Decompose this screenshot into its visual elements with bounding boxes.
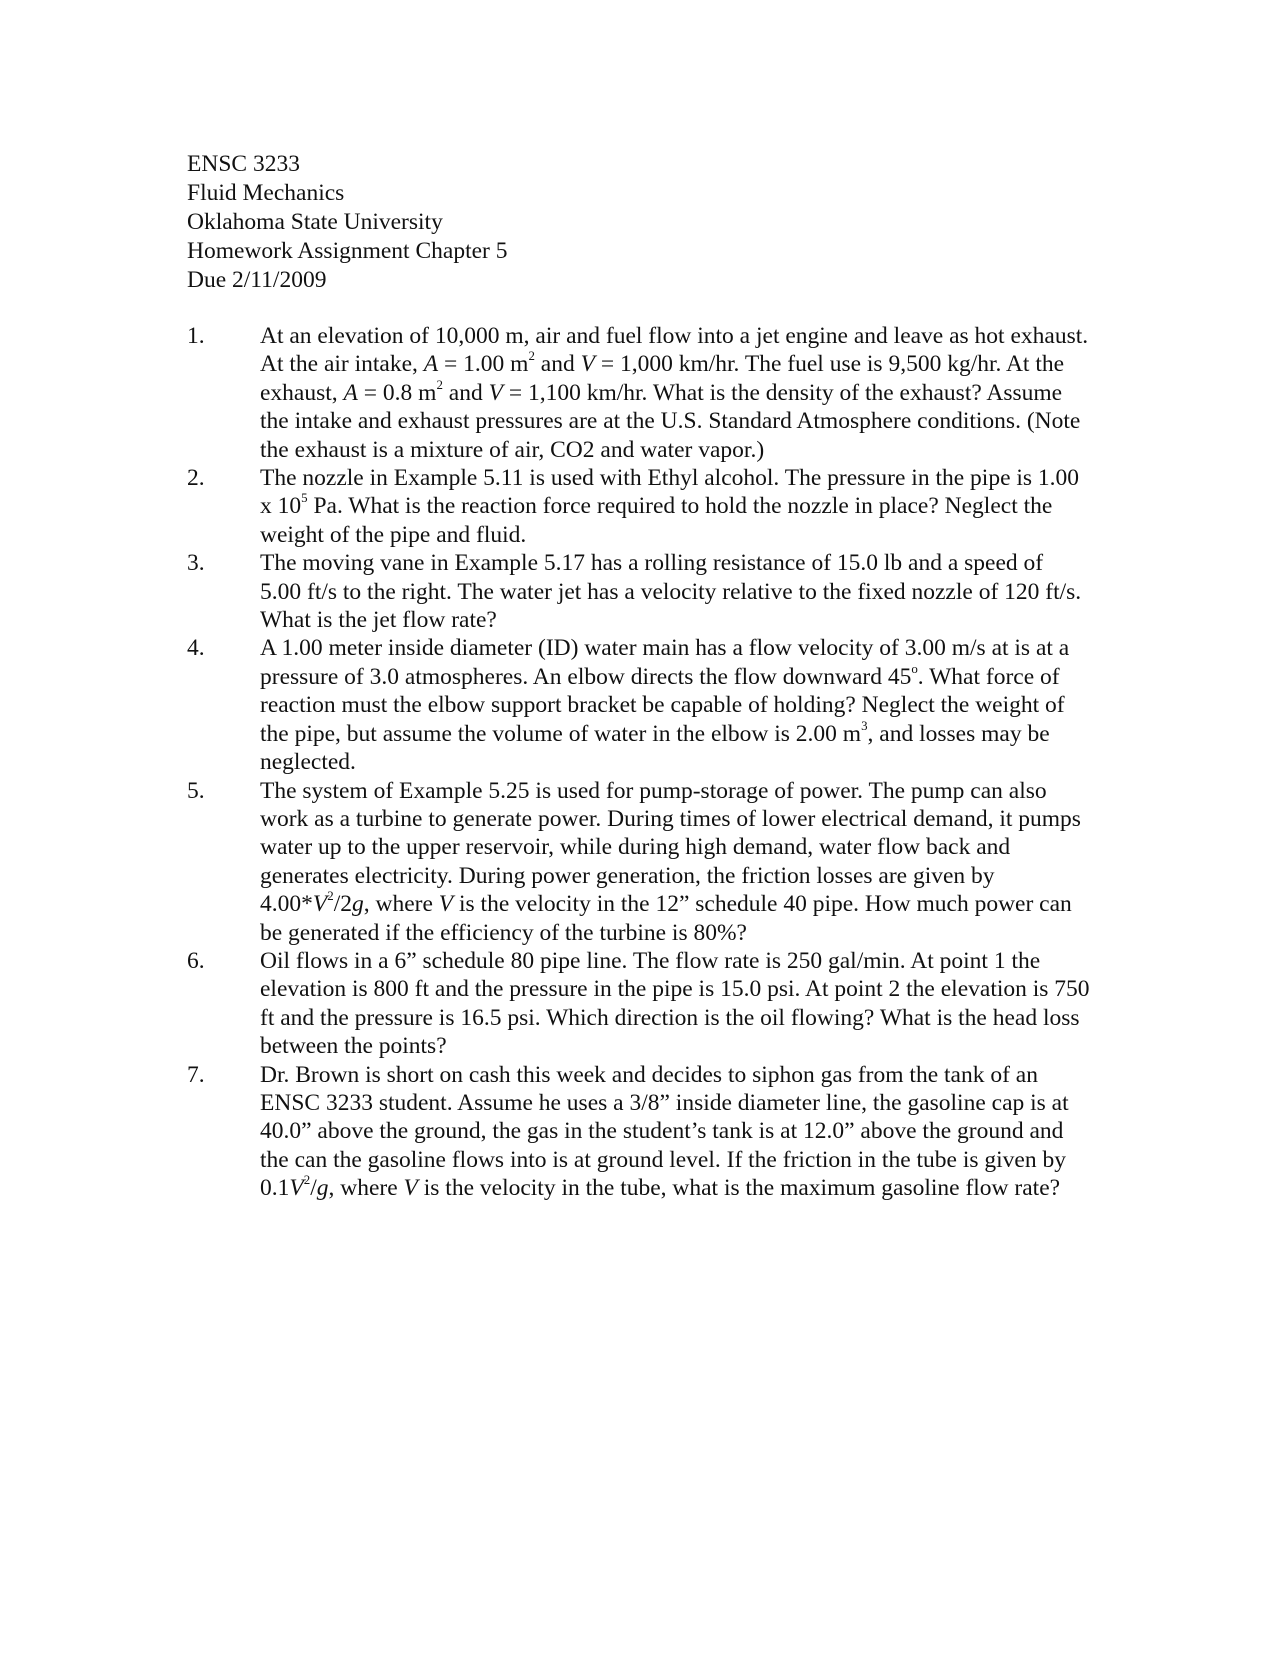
problem-5	[187, 777, 1087, 947]
problem-text: A 1.00 meter inside diameter (ID) water main has a flow velocity of 3.00 m/s at is at a pressure of 3.0 atmospheres. An elbow directs the flow downward 45$^o$. What force of reaction must the elbow support bracket be capable of holding? Neglect the weight of the pipe, but assume the volume of water in the elbow is 2.00 $m^3$, and losses may be neglected.	[260, 635, 1070, 776]
problem-text: The system of Example 5.25 is used for pump-storage of power. The pump can also work as a turbine to generate power. During times of lower electrical demand, it pumps water up to the upper reservoir, while during high demand, water flow back and generates electricity. During power generation, the friction losses are given by $4.00*V^2/2g$, where V is the velocity in the 12” schedule 40 pipe. How much power can be generated if the efficiency of the turbine is 80%?	[260, 777, 1081, 946]
problem-number: 1.	[187, 323, 205, 349]
problem-text: Dr. Brown is short on cash this week and decides to siphon gas from the tank of an ENSC 3233 student. Assume he uses a 3/8” inside diameter line, the gasoline cap is at 40.0” above the ground, the gas in the student’s tank is at 12.0” above the ground and the can the gasoline flows into is at ground level. If the friction in the tube is given by $0.1V^2/g$, where V is the velocity in the tube, what is the maximum gasoline flow rate?	[260, 1061, 1069, 1202]
problem-text: The moving vane in Example 5.17 has a rolling resistance of 15.0 lb and a speed of 5.00 ft/s to the right. The water jet has a velocity relative to the fixed nozzle of 120 ft/s. What is the jet flow rate?	[260, 550, 1082, 634]
course-code: ENSC 3233	[187, 151, 300, 177]
problem-1	[187, 322, 1087, 464]
problem-4	[187, 634, 1087, 776]
due-date: Due 2/11/2009	[187, 267, 327, 293]
assignment-title: Homework Assignment Chapter 5	[187, 238, 508, 264]
problem-number: 5.	[187, 777, 205, 804]
problem-text: Oil flows in a 6” schedule 80 pipe line. The flow rate is 250 gal/min. At point 1 the elevation is 800 ft and the pressure in the pipe is 15.0 psi. At point 2 the elevation is 750 ft and the pressure is 16.5 psi. Which direction is the oil flowing? What is the head loss between the points?	[260, 947, 1090, 1060]
problem-text: The nozzle in Example 5.11 is used with Ethyl alcohol. The pressure in the pipe is 1.00 x $10^5$ Pa. What is the reaction force required to hold the nozzle in place? Neglect the weight of the pipe and fluid.	[260, 465, 1080, 548]
problem-number: 7.	[187, 1061, 205, 1088]
university-name: Oklahoma State University	[187, 209, 443, 235]
document-header	[187, 150, 987, 295]
problem-text: At an elevation of 10,000 m, air and fuel flow into a jet engine and leave as hot exhaust. At the air intake, A = 1.00 $m^2$ and V = 1,000 km/hr. The fuel use is 9,500 kg/hr. At the exhaust, A = 0.8 $m^2$ and V = 1,100 km/hr. What is the density of the exhaust? Assume the intake and exhaust pressures are at the U.S. Standard Atmosphere conditions. (Note the exhaust is a mixture of air, CO2 and water vapor.)	[260, 323, 1089, 463]
problem-number: 4.	[187, 635, 205, 662]
course-subject: Fluid Mechanics	[187, 180, 345, 206]
problem-list	[187, 322, 1090, 1203]
problem-3	[187, 549, 1087, 634]
problem-number: 3.	[187, 550, 205, 577]
problem-number: 6.	[187, 947, 205, 974]
problem-2	[187, 464, 1087, 549]
problem-number: 2.	[187, 465, 205, 492]
problem-7	[187, 1061, 1087, 1203]
problem-6	[187, 947, 1090, 1061]
